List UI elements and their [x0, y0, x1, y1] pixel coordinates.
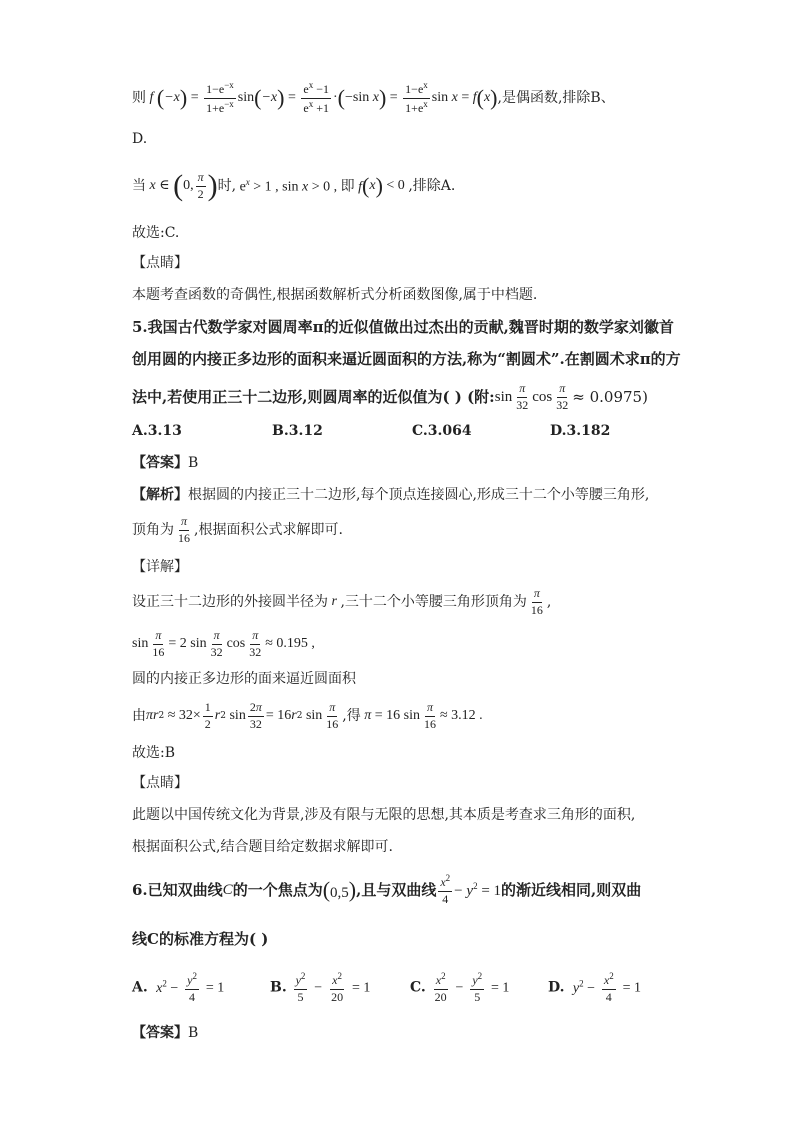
- text-mid: ,得: [342, 708, 361, 724]
- q5-detail-4: 由 πr 2 ≈ 32× $\frac{1}{2}$ r 2 sin $\frac{2\pi}{32}$ = 16r 2 sin $\frac{\pi}{16}$ ,得 π = 16 sin $\frac{\pi}{16}$ ≈ 3.12 .: [132, 700, 483, 731]
- text-mid: ,三十二个小等腰三角形顶角为: [340, 594, 527, 610]
- q6-answer: [132, 1026, 198, 1040]
- dianjing-text-1: 本题考查函数的奇偶性,根据函数解析式分析函数图像,属于中档题.: [132, 287, 538, 303]
- text-suffix: ≈ 0.0975): [572, 387, 648, 406]
- fraction: $\frac{e^x -1}{e^x +1}$: [303, 80, 329, 115]
- text-mid: 时,: [217, 178, 237, 194]
- text-suffix: ,排除A.: [408, 178, 456, 194]
- text-mid: 的一个焦点为: [232, 880, 323, 899]
- answer-label: 【答案】: [132, 1025, 188, 1041]
- q5-dianjing-line-2: 根据面积公式,结合题目给定数据求解即可.: [132, 839, 393, 855]
- text-prefix: 由: [132, 708, 146, 724]
- formula-f-neg-x: f: [146, 90, 157, 105]
- text-suffix: 的渐近线相同,则双曲: [501, 880, 642, 899]
- q5-detail-2: sin $\frac{\pi}{16}$ = 2 sin $\frac{\pi}{32}$ cos $\frac{\pi}{32}$ ≈ 0.195 ,: [132, 628, 315, 659]
- option-b[interactable]: B.3.12: [272, 423, 323, 439]
- q5-dianjing-title: 【点睛】: [132, 775, 188, 791]
- choice-c-text: 故选:C.: [132, 225, 180, 241]
- answer-label: 【答案】: [132, 455, 188, 471]
- answer-value: B: [188, 1025, 199, 1041]
- text-prefix: 顶角为: [132, 522, 174, 538]
- option-c[interactable]: C. $\frac{x^2}{20}$ − $\frac{y^2}{5}$ = 1: [410, 971, 510, 1004]
- text-mid-2: ,且与双曲线: [356, 880, 437, 899]
- text-prefix: 设正三十二边形的外接圆半径为: [132, 594, 328, 610]
- option-c[interactable]: C.3.064: [412, 423, 472, 439]
- text-suffix: ,根据面积公式求解即可.: [194, 522, 343, 538]
- text-suffix: ,: [546, 594, 552, 610]
- answer-value: B: [188, 455, 199, 471]
- text-prefix: 6.已知双曲线: [132, 880, 223, 899]
- fraction: $\frac{1-e^{-x}}{1+e^{-x}}$: [206, 80, 234, 115]
- derivation-line-2: D.: [132, 131, 148, 147]
- q5-choose: 故选:B: [132, 745, 176, 761]
- option-a[interactable]: A.3.13: [132, 423, 182, 439]
- q5-jiexi-line-2: 顶角为 $\frac{\pi}{16}$ ,根据面积公式求解即可.: [132, 514, 343, 545]
- text-suffix: ≈ 3.12 .: [439, 708, 483, 723]
- q5-options: [132, 424, 610, 438]
- option-b[interactable]: B. $\frac{y^2}{5}$ − $\frac{x^2}{20}$ = 1: [270, 971, 371, 1004]
- text-suffix: ≈ 0.195 ,: [265, 636, 315, 651]
- text-prefix: 当: [132, 178, 146, 194]
- q6-options: [132, 968, 641, 1008]
- jiexi-text: 根据圆的内接正三十二边形,每个顶点连接圆心,形成三十二个小等腰三角形,: [188, 487, 650, 503]
- q5-dianjing-line-1: 此题以中国传统文化为背景,涉及有限与无限的思想,其本质是考查求三角形的面积,: [132, 807, 636, 823]
- q5-xiangjie-label: 【详解】: [132, 559, 188, 575]
- q5-jiexi: [132, 488, 649, 502]
- jiexi-label: 【解析】: [132, 487, 188, 503]
- option-d[interactable]: D. $y^2$ − $\frac{x^2}{4}$ = 1: [548, 971, 641, 1004]
- derivation-line-3: 当 x ∈ ( 0, $\frac{\pi}{2}$ ) 时, $e^x > 1$ , sin x > 0 , 即 f ( x ) < 0 ,排除A.: [132, 169, 456, 202]
- text-suffix: ,是偶函数,排除B、: [497, 90, 615, 106]
- derivation-line-1: 则 f ( −x ) = $\frac{1-e^{-x}}{1+e^{-x}}$ sin ( −x ) = $\frac{e^x -1}{e^x +1}$ · ( −sin x ) = $\frac{1-e^x}{1+e^x}$ sin x = f ( x ) ,是偶函数,排除B、: [132, 80, 615, 115]
- q6-line-2: 线C的标准方程为( ): [132, 930, 269, 948]
- q5-line-2: 创用圆的内接正多边形的面积来逼近圆面积的方法,称为“割圆术”.在割圆术求π的方: [132, 350, 681, 368]
- q6-line-1: 6.已知双曲线 C 的一个焦点为 (0,5) ,且与双曲线 $\frac{x^2}{4}$ − $y^2 = 1$ 的渐近线相同,则双曲: [132, 873, 642, 906]
- q5-detail-1: 设正三十二边形的外接圆半径为 r ,三十二个小等腰三角形顶角为 $\frac{\pi}{16}$ ,: [132, 586, 552, 617]
- fraction: $\frac{1-e^x}{1+e^x}$: [405, 80, 428, 115]
- q5-line-1: 5.我国古代数学家对圆周率π的近似值做出过杰出的贡献,魏晋时期的数学家刘徽首: [132, 318, 674, 336]
- dianjing-title-1: 【点睛】: [132, 255, 188, 271]
- option-d[interactable]: D.3.182: [550, 423, 611, 439]
- option-a[interactable]: A. $x^2$ − $\frac{y^2}{4}$ = 1: [132, 971, 225, 1004]
- q5-detail-3: 圆的内接正多边形的面来逼近圆面积: [132, 671, 356, 687]
- text-prefix: 则: [132, 90, 146, 106]
- q5-line-3: 法中,若使用正三十二边形,则圆周率的近似值为( ) (附: sin $\frac{\pi}{32}$ cos $\frac{\pi}{32}$ ≈ 0.0975): [132, 381, 648, 412]
- text-prefix: 法中,若使用正三十二边形,则圆周率的近似值为( ) (附:: [132, 387, 495, 406]
- q5-answer: [132, 456, 198, 470]
